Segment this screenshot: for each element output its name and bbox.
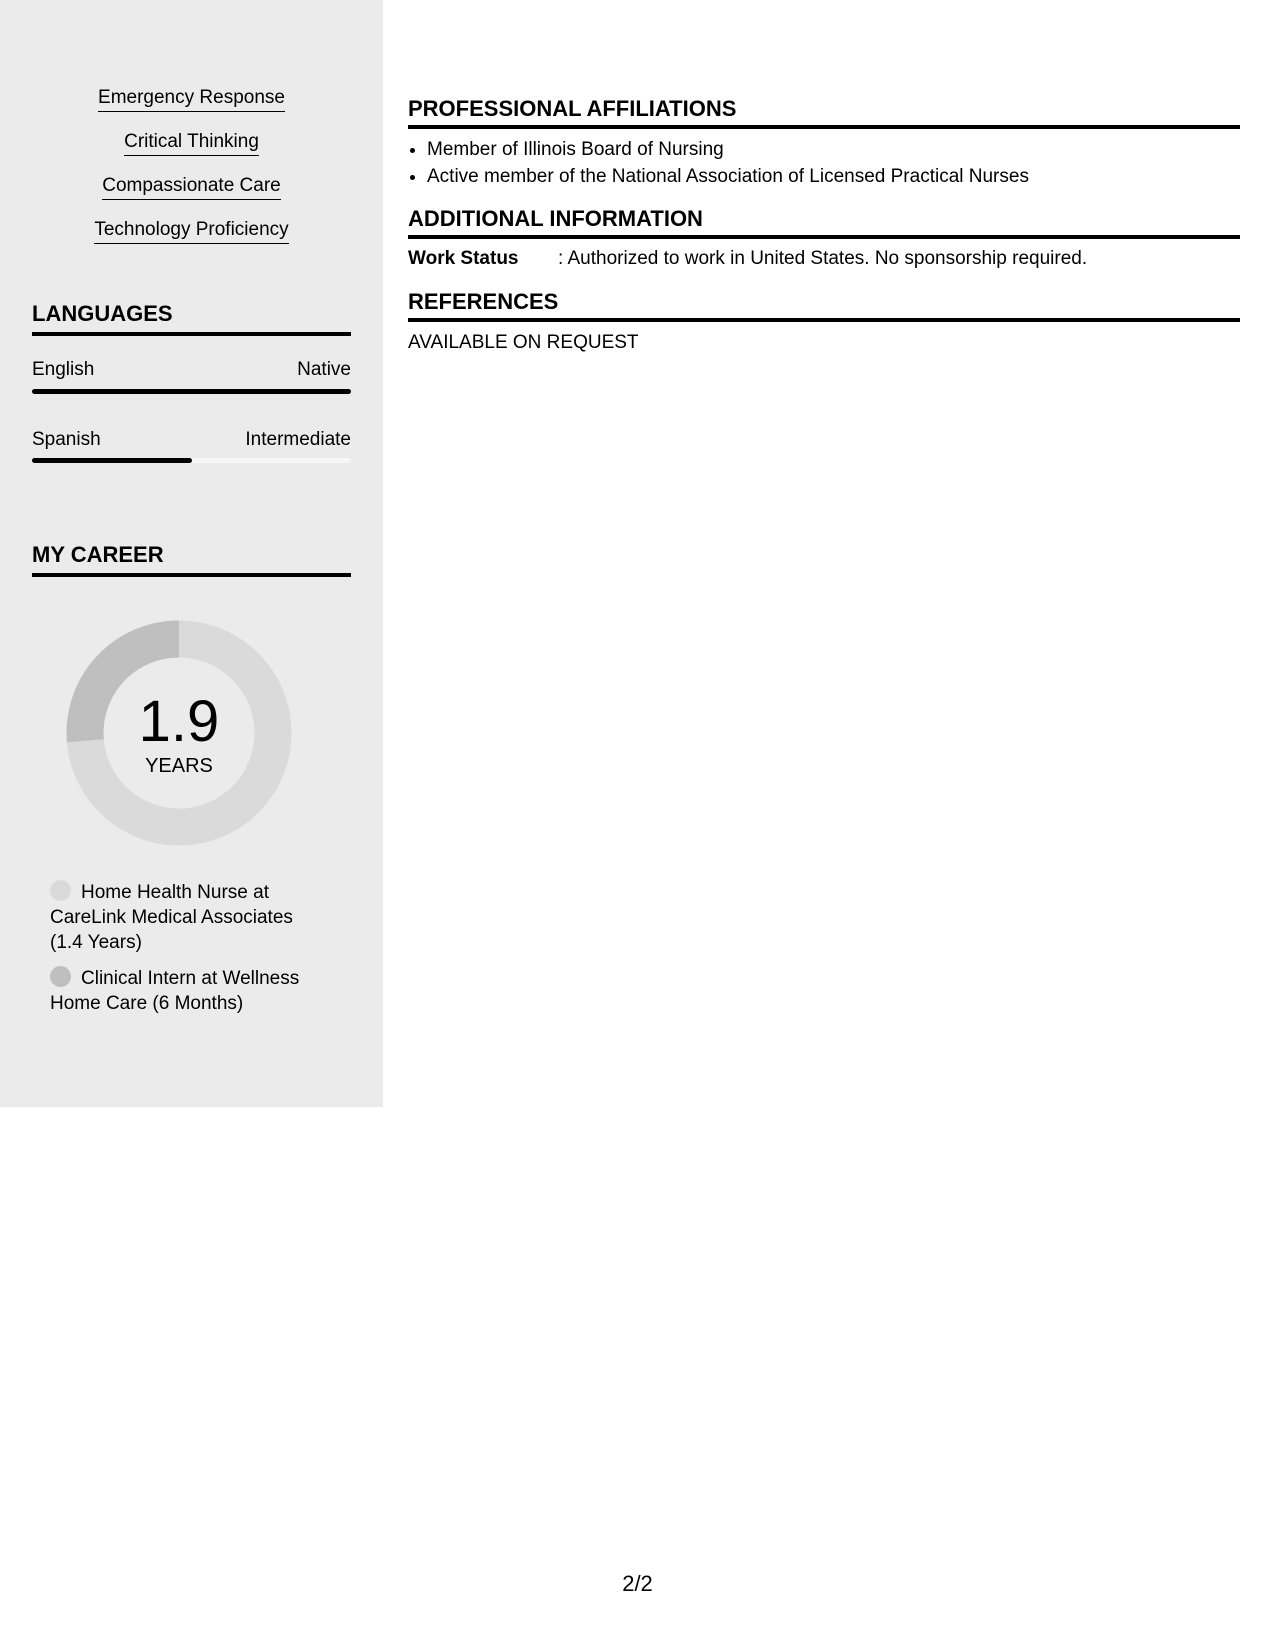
language-proficiency-bar: [32, 389, 351, 394]
career-legend-label: Home Health Nurse at CareLink Medical Associates (1.4 Years): [50, 882, 293, 953]
sidebar: [0, 0, 383, 1107]
legend-dot-icon: [50, 966, 71, 987]
language-proficiency-fill: [32, 458, 192, 463]
skill-item: Compassionate Care: [102, 174, 280, 200]
language-level: Intermediate: [245, 429, 351, 450]
skill-item: Critical Thinking: [124, 130, 259, 156]
career-heading: MY CAREER: [32, 541, 351, 577]
career-legend-item: [50, 880, 320, 955]
affiliations-list: [408, 136, 1029, 190]
page-number: 2/2: [622, 1571, 653, 1596]
affiliations-heading: PROFESSIONAL AFFILIATIONS: [408, 95, 1240, 129]
career-total-unit: YEARS: [145, 755, 213, 777]
legend-dot-icon: [50, 880, 71, 901]
language-level: Native: [297, 359, 351, 380]
language-name: Spanish: [32, 429, 101, 450]
career-legend-label: Clinical Intern at Wellness Home Care (6 Months): [50, 968, 300, 1014]
languages-heading: LANGUAGES: [32, 300, 351, 336]
additional-info-heading: ADDITIONAL INFORMATION: [408, 205, 1240, 239]
references-heading: REFERENCES: [408, 288, 1240, 322]
language-proficiency-fill: [32, 389, 351, 394]
language-row: [32, 428, 351, 452]
work-status-row: [408, 247, 1087, 271]
skill-item: Technology Proficiency: [94, 218, 288, 244]
language-proficiency-bar: [32, 458, 351, 463]
skill-item: Emergency Response: [98, 86, 285, 112]
references-text: AVAILABLE ON REQUEST: [408, 332, 639, 353]
affiliation-item: • Member of Illinois Board of Nursing: [427, 136, 1029, 163]
affiliation-item: • Active member of the National Association of Licensed Practical Nurses: [427, 163, 1029, 190]
career-total-value: 1.9: [138, 689, 220, 754]
career-legend-item: [50, 966, 320, 1016]
work-status-label: Work Status: [408, 248, 519, 269]
skills-list: [32, 86, 351, 262]
language-row: [32, 358, 351, 382]
work-status-value: : Authorized to work in United States. No sponsorship required.: [558, 248, 1088, 269]
language-name: English: [32, 359, 95, 380]
